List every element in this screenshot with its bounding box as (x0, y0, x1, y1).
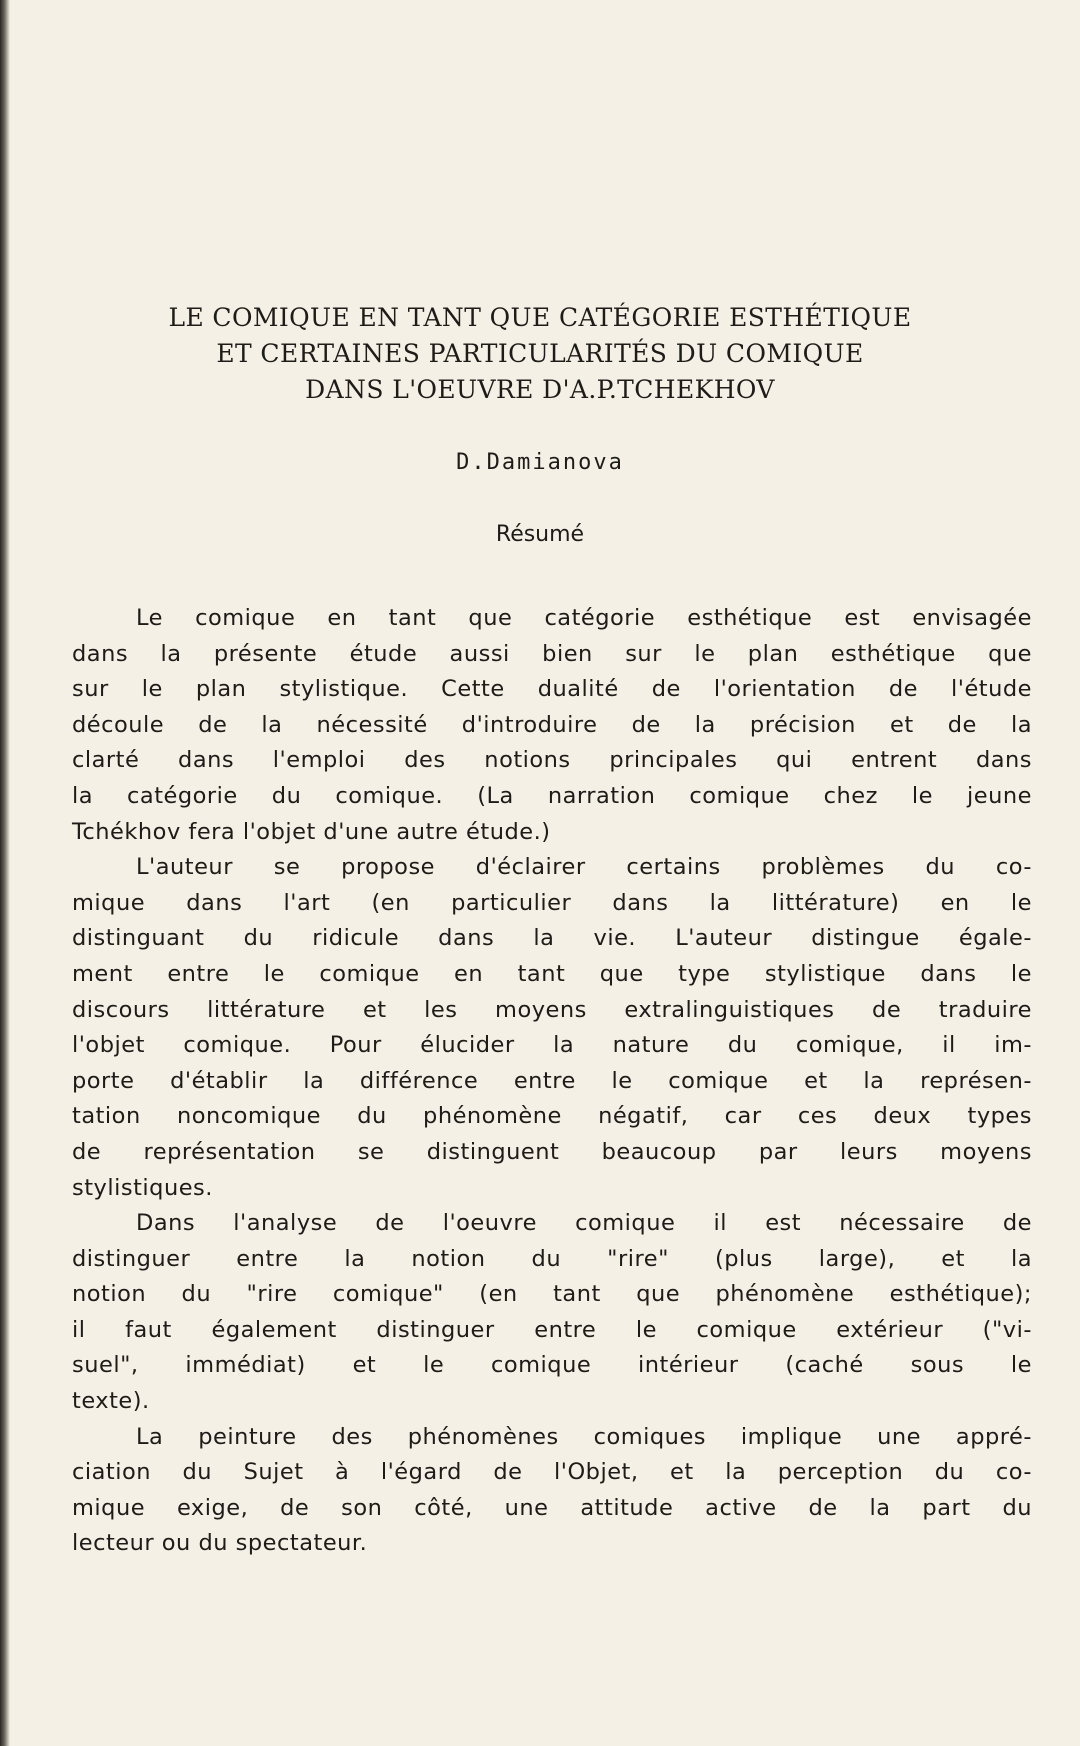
text-line: lecteur ou du spectateur. (72, 1530, 368, 1557)
text-line: discours littérature et les moyens extralinguistiques de traduire (72, 996, 1032, 1023)
text-line: tation noncomique du phénomène négatif, car ces deux types (72, 1103, 1032, 1130)
text-line: ciation du Sujet à l'égard de l'Objet, et la perception du co- (72, 1459, 1032, 1486)
text-line: L'auteur se propose d'éclairer certains problèmes du co- (136, 854, 1032, 881)
text-line: Tchékhov fera l'objet d'une autre étude.) (72, 818, 551, 845)
text-line: découle de la nécessité d'introduire de la précision et de la (72, 711, 1032, 738)
text-line: il faut également distinguer entre le comique extérieur ("vi- (72, 1316, 1032, 1343)
text-line: dans la présente étude aussi bien sur le plan esthétique que (72, 640, 1032, 667)
text-line: clarté dans l'emploi des notions principales qui entrent dans (72, 747, 1032, 774)
text-line: La peinture des phénomènes comiques implique une appré- (136, 1423, 1032, 1450)
paragraph (72, 850, 1032, 1206)
text-line: porte d'établir la différence entre le comique et la représen- (72, 1067, 1032, 1094)
summary-body (72, 601, 1032, 1562)
title-line: DANS L'OEUVRE D'A.P.TCHEKHOV (305, 375, 775, 404)
author-name: D.Damianova (456, 450, 624, 475)
text-line: distinguant du ridicule dans la vie. L'auteur distingue égale- (72, 925, 1032, 952)
title-line: ET CERTAINES PARTICULARITÉS DU COMIQUE (216, 339, 864, 368)
text-line: ment entre le comique en tant que type stylistique dans le (72, 960, 1032, 987)
article-title (100, 300, 980, 408)
text-line: Le comique en tant que catégorie esthétique est envisagée (136, 605, 1032, 631)
text-line: la catégorie du comique. (La narration comique chez le jeune (72, 782, 1032, 809)
text-line: notion du "rire comique" (en tant que phénomène esthétique); (72, 1281, 1032, 1308)
text-line: texte). (72, 1388, 150, 1415)
title-line: LE COMIQUE EN TANT QUE CATÉGORIE ESTHÉTIQUE (168, 303, 912, 332)
text-line: Dans l'analyse de l'oeuvre comique il est nécessaire de (136, 1210, 1032, 1237)
text-line: mique dans l'art (en particulier dans la littérature) en le (72, 889, 1032, 916)
text-line: suel", immédiat) et le comique intérieur (caché sous le (72, 1352, 1032, 1379)
paragraph (72, 601, 1032, 850)
text-line: distinguer entre la notion du "rire" (plus large), et la (72, 1245, 1032, 1272)
text-line: l'objet comique. Pour élucider la nature du comique, il im- (72, 1032, 1032, 1059)
text-line: mique exige, de son côté, une attitude active de la part du (72, 1494, 1032, 1521)
text-line: stylistiques. (72, 1174, 213, 1201)
paragraph (72, 1206, 1032, 1420)
text-line: de représentation se distinguent beaucoup par leurs moyens (72, 1138, 1032, 1165)
paragraph (72, 1420, 1032, 1562)
summary-heading: Résumé (495, 522, 585, 547)
text-line: sur le plan stylistique. Cette dualité de l'orientation de l'étude (72, 676, 1032, 703)
